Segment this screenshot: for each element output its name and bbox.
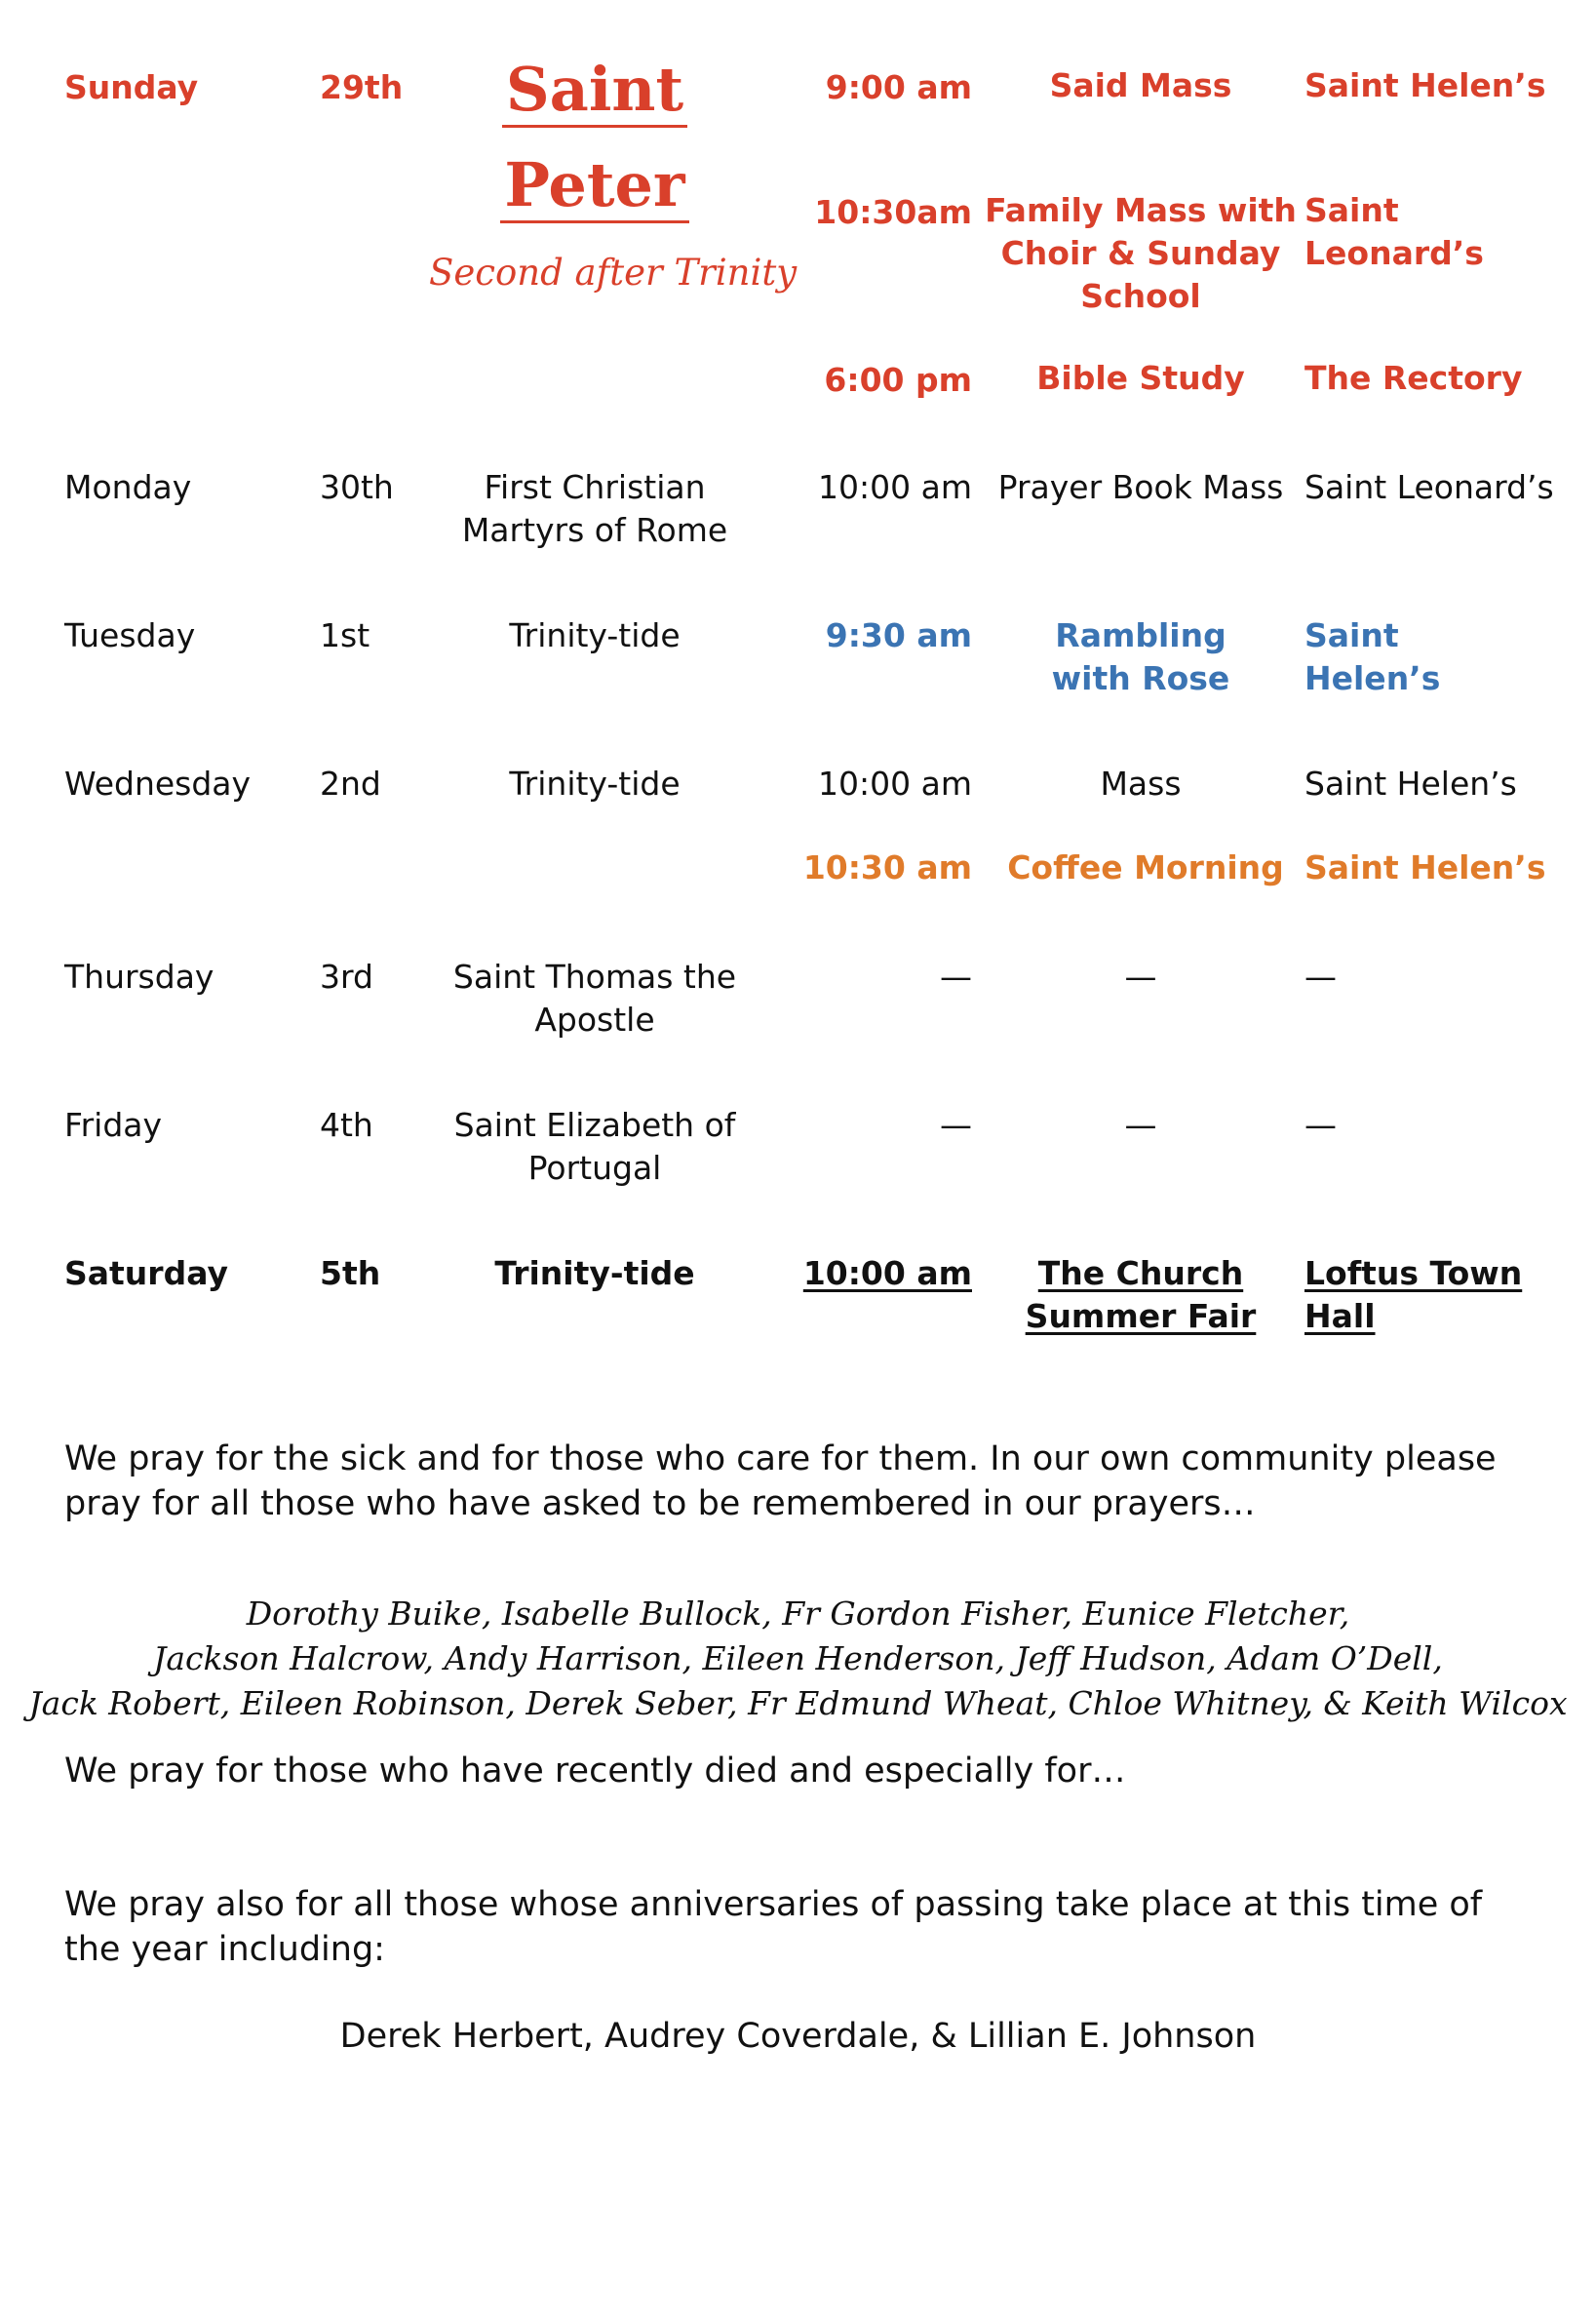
sunday-place-1: Saint Helen’s <box>1304 66 1546 104</box>
coffee-event: Coffee Morning <box>1007 848 1284 886</box>
monday-day: Monday <box>64 468 192 506</box>
thursday-place: — <box>1304 958 1337 996</box>
tuesday-day: Tuesday <box>64 616 196 654</box>
saturday-event: The Church Summer Fair <box>1025 1254 1257 1335</box>
sunday-event-2: Family Mass with Choir & Sunday School <box>985 191 1297 315</box>
saturday-day: Saturday <box>64 1254 228 1292</box>
tuesday-feast: Trinity-tide <box>509 616 681 654</box>
sunday-day: Sunday <box>64 68 199 106</box>
friday-feast: Saint Elizabeth of Portugal <box>453 1106 736 1187</box>
coffee-place: Saint Helen’s <box>1304 848 1546 886</box>
friday-event: — <box>1124 1106 1157 1144</box>
sunday-place-2: Saint Leonard’s <box>1304 191 1484 272</box>
wednesday-place: Saint Helen’s <box>1304 765 1517 803</box>
sunday-time-2: 10:30am <box>814 193 972 231</box>
sunday-event-3: Bible Study <box>1036 359 1245 397</box>
logo-line-peter: Peter <box>500 149 688 223</box>
wednesday-event: Mass <box>1100 765 1182 803</box>
coffee-time: 10:30 am <box>802 848 972 886</box>
friday-time: — <box>940 1106 972 1144</box>
saturday-feast: Trinity-tide <box>494 1254 695 1292</box>
thursday-time: — <box>940 958 972 996</box>
sunday-time-1: 9:00 am <box>825 68 972 106</box>
thursday-day: Thursday <box>64 958 214 996</box>
sunday-place-3: The Rectory <box>1304 359 1523 397</box>
sunday-date: 29th <box>320 68 404 106</box>
wednesday-date: 2nd <box>320 765 381 803</box>
monday-event: Prayer Book Mass <box>997 468 1284 506</box>
monday-time: 10:00 am <box>818 468 972 506</box>
sunday-subtitle: Second after Trinity <box>429 252 798 294</box>
tuesday-place: Saint Helen’s <box>1304 616 1441 697</box>
prayer-anniversaries-intro: We pray also for all those whose anniversaries of passing take place at this time of the year including: <box>64 1885 1483 1969</box>
wednesday-day: Wednesday <box>64 765 252 803</box>
wednesday-time: 10:00 am <box>818 765 972 803</box>
anniversary-names: Derek Herbert, Audrey Coverdale, & Lillian E. Johnson <box>339 2017 1257 2056</box>
monday-date: 30th <box>320 468 394 506</box>
thursday-date: 3rd <box>320 958 373 996</box>
thursday-feast: Saint Thomas the Apostle <box>452 958 737 1039</box>
prayer-departed-intro: We pray for those who have recently died and especially for… <box>64 1752 1126 1791</box>
saturday-time: 10:00 am <box>802 1254 972 1292</box>
saturday-date: 5th <box>320 1254 381 1292</box>
friday-date: 4th <box>320 1106 373 1144</box>
monday-feast: First Christian Martyrs of Rome <box>461 468 728 549</box>
monday-place: Saint Leonard’s <box>1304 468 1554 506</box>
sick-names-line-2: Jackson Halcrow, Andy Harrison, Eileen Henderson, Jeff Hudson, Adam O’Dell, <box>153 1639 1443 1677</box>
sunday-event-1: Said Mass <box>1049 66 1232 104</box>
tuesday-date: 1st <box>320 616 370 654</box>
friday-day: Friday <box>64 1106 163 1144</box>
sunday-time-3: 6:00 pm <box>824 361 972 399</box>
wednesday-feast: Trinity-tide <box>509 765 681 803</box>
sick-names-line-1: Dorothy Buike, Isabelle Bullock, Fr Gordon Fisher, Eunice Fletcher, <box>246 1595 1350 1633</box>
tuesday-time: 9:30 am <box>825 616 972 654</box>
saturday-place: Loftus Town Hall <box>1304 1254 1523 1335</box>
saint-peter-logo <box>429 51 760 224</box>
friday-place: — <box>1304 1106 1337 1144</box>
tuesday-event: Rambling with Rose <box>1051 616 1230 697</box>
prayer-sick-intro: We pray for the sick and for those who care for them. In our own community please pray for all those who have asked to be remembered in our prayers… <box>64 1439 1497 1523</box>
sick-names-line-3: Jack Robert, Eileen Robinson, Derek Seber, Fr Edmund Wheat, Chloe Whitney, & Keith Wilcox <box>28 1684 1568 1722</box>
thursday-event: — <box>1124 958 1157 996</box>
logo-line-saint: Saint <box>502 54 687 128</box>
